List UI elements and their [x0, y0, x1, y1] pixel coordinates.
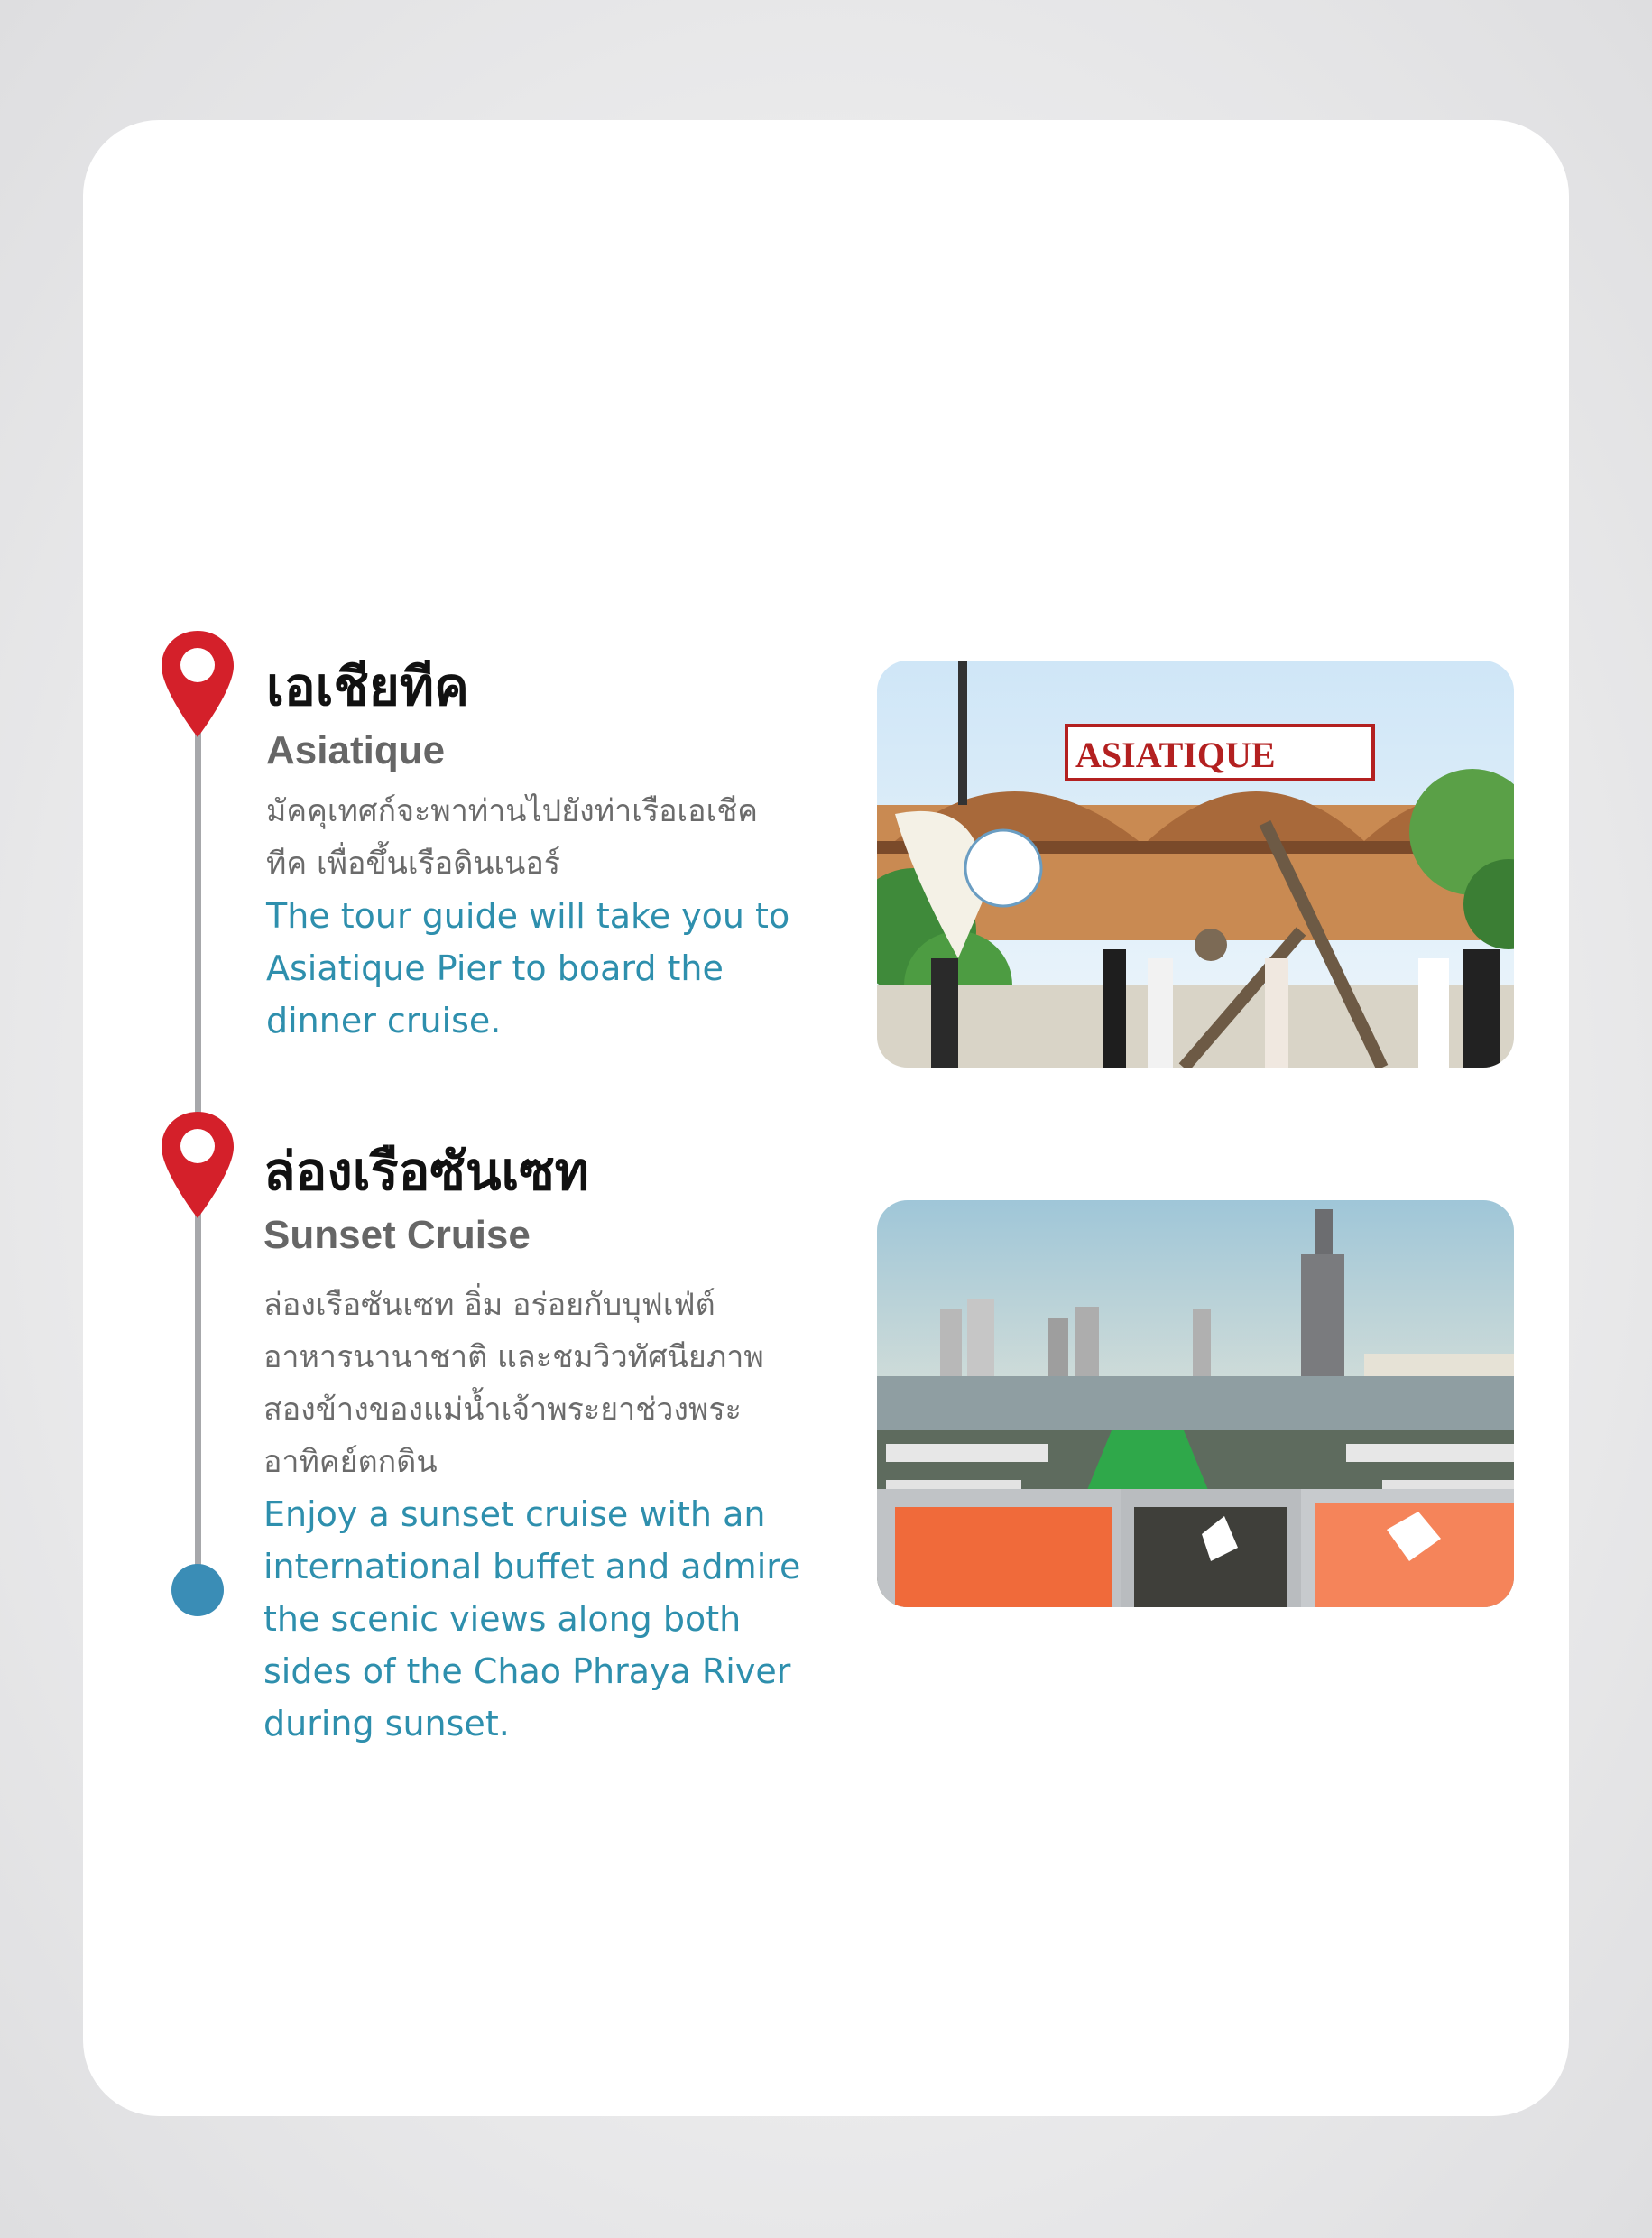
stop-title-thai: ล่องเรือซันเซท	[263, 1141, 589, 1202]
stop-description-thai	[263, 1279, 832, 1488]
description-line: during sunset.	[263, 1704, 510, 1743]
stop-title-thai: เอเชียทีค	[266, 656, 469, 717]
stop-sunset-cruise	[263, 1133, 832, 1750]
location-pin-icon	[160, 629, 235, 739]
description-line: ล่องเรือซันเซท อิ่ม อร่อยกับบุฟเฟ่ต์	[263, 1287, 715, 1323]
description-line: ทีค เพื่อขึ้นเรือดินเนอร์	[266, 846, 561, 882]
stop-title-english: Sunset Cruise	[263, 1213, 531, 1257]
sunset-cruise-buffet-photo	[877, 1200, 1514, 1607]
stop-asiatique	[266, 648, 835, 1047]
description-line: The tour guide will take you to	[266, 896, 790, 936]
stop-description-english	[263, 1488, 832, 1750]
description-line: the scenic views along both	[263, 1599, 742, 1639]
stop-description-english	[266, 890, 835, 1047]
asiatique-sign-text: ASIATIQUE	[1075, 735, 1276, 775]
description-line: สองข้างของแม่น้ำเจ้าพระยาช่วงพระ	[263, 1392, 742, 1428]
description-line: Asiatique Pier to board the	[266, 948, 724, 988]
description-line: Enjoy a sunset cruise with an	[263, 1494, 766, 1534]
stop-description-thai	[266, 785, 835, 890]
description-line: มัคคุเทศก์จะพาท่านไปยังท่าเรือเอเชีค	[266, 793, 759, 829]
itinerary-card	[83, 120, 1569, 2116]
stop-title-english: Asiatique	[266, 728, 446, 772]
timeline-end-dot	[171, 1564, 224, 1616]
location-pin-icon	[160, 1110, 235, 1220]
description-line: dinner cruise.	[266, 1001, 502, 1040]
asiatique-pier-photo	[877, 661, 1514, 1068]
description-line: international buffet and admire	[263, 1547, 801, 1586]
description-line: อาทิคย์ตกดิน	[263, 1444, 438, 1480]
description-line: sides of the Chao Phraya River	[263, 1651, 791, 1691]
description-line: อาหารนานาชาติ และชมวิวทัศนียภาพ	[263, 1339, 764, 1375]
